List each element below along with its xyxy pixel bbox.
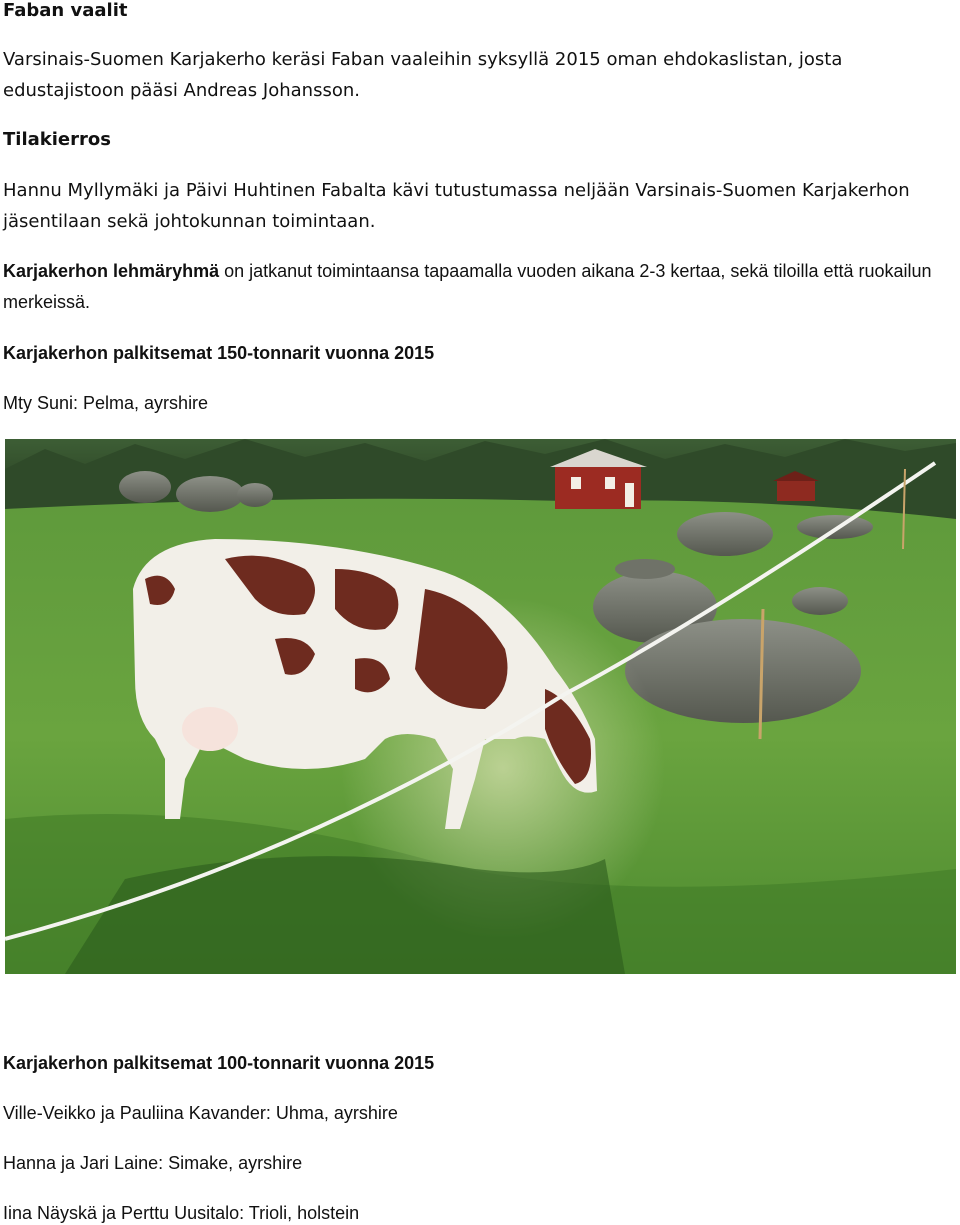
paragraph-tilakierros: Hannu Myllymäki ja Päivi Huhtinen Fabalta kävi tutustumassa neljään Varsinais-Suomen Karjakerhon jäsentilaan sekä johtokunnan toimintaan. [3, 180, 910, 232]
award-150-entry: Mty Suni: Pelma, ayrshire [3, 393, 209, 413]
paragraph-lehmaryhma [3, 256, 953, 318]
award-100-entry-3: Iina Näyskä ja Perttu Uusitalo: Trioli, holstein [3, 1203, 360, 1223]
paragraph-faban-vaalit: Varsinais-Suomen Karjakerho keräsi Faban vaaleihin syksyllä 2015 oman ehdokaslistan, josta edustajistoon pääsi Andreas Johansson. [3, 49, 843, 101]
heading-faban-vaalit: Faban vaalit [3, 0, 128, 21]
award-100-entry-2: Hanna ja Jari Laine: Simake, ayrshire [3, 1153, 303, 1173]
award-100-entry-1: Ville-Veikko ja Pauliina Kavander: Uhma, ayrshire [3, 1103, 398, 1123]
lehmaryhma-body: on jatkanut toimintaansa tapaamalla vuoden aikana 2-3 kertaa, sekä tiloilla että ruokailun merkeissä. [3, 261, 932, 312]
heading-150-tonnarit: Karjakerhon palkitsemat 150-tonnarit vuonna 2015 [3, 343, 435, 363]
lehmaryhma-lead: Karjakerhon lehmäryhmä [3, 261, 220, 281]
cow-grazing-photo [5, 439, 956, 974]
heading-tilakierros: Tilakierros [3, 129, 111, 150]
heading-100-tonnarit: Karjakerhon palkitsemat 100-tonnarit vuonna 2015 [3, 1053, 435, 1073]
